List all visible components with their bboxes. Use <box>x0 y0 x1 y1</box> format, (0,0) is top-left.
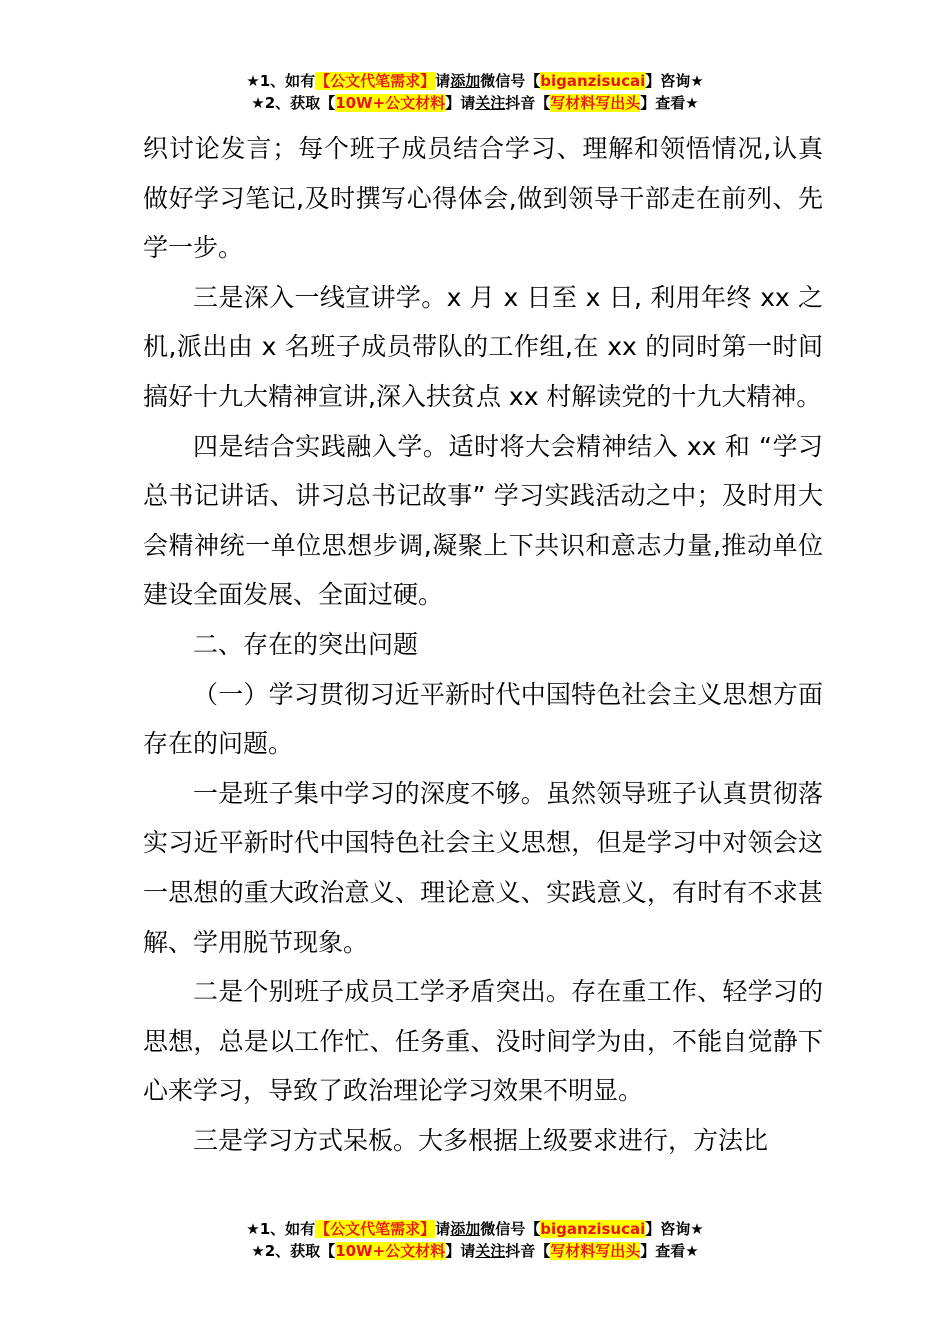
banner-line-2 <box>0 1240 950 1262</box>
banner-underlined-text: 添加 <box>450 1220 481 1238</box>
banner-text: 】咨询★ <box>645 1220 704 1238</box>
paragraph: 二是个别班子成员工学矛盾突出。存在重工作、轻学习的思想，总是以工作忙、任务重、没时间学为由，不能自觉静下心来学习，导致了政治理论学习效果不明显。 <box>143 977 823 1106</box>
banner-highlight: 写材料写出头 <box>550 1242 641 1260</box>
banner-line-1 <box>0 1218 950 1240</box>
banner-text: ★2、获取【 <box>251 1242 336 1260</box>
footer-banner <box>0 1218 950 1262</box>
banner-text: 请 <box>435 72 451 90</box>
banner-highlight: 写材料写出头 <box>550 94 641 112</box>
banner-highlight: 【公文代笔需求】 <box>315 1220 436 1238</box>
banner-wechat-id: biganzisucai <box>540 1220 646 1238</box>
banner-text: 】请 <box>445 1242 476 1260</box>
paragraph: 三是学习方式呆板。大多根据上级要求进行，方法比 <box>193 1125 769 1155</box>
paragraph: 织讨论发言；每个班子成员结合学习、理解和领悟情况,认真做好学习笔记,及时撰写心得体会,做到领导干部走在前列、先学一步。 <box>143 134 823 263</box>
banner-text: ★1、如有 <box>246 72 316 90</box>
banner-text: 抖音【 <box>505 1242 551 1260</box>
document-body <box>143 124 823 1165</box>
paragraph: 四是结合实践融入学。适时将大会精神结入 xx 和 “学习总书记讲话、讲习总书记故事” 学习实践活动之中；及时用大会精神统一单位思想步调,凝聚上下共识和意志力量,推动单位建设全面发展、全面过硬。 <box>143 431 823 610</box>
banner-highlight: 【公文代笔需求】 <box>315 72 436 90</box>
banner-underlined-text: 添加 <box>450 72 481 90</box>
banner-text: ★2、获取【 <box>251 94 336 112</box>
subsection-heading: （一）学习贯彻习近平新时代中国特色社会主义思想方面存在的问题。 <box>143 679 823 759</box>
banner-highlight: 10W+公文材料 <box>335 1242 446 1260</box>
banner-text: 】咨询★ <box>645 72 704 90</box>
paragraph: 一是班子集中学习的深度不够。虽然领导班子认真贯彻落实习近平新时代中国特色社会主义思想，但是学习中对领会这一思想的重大政治意义、理论意义、实践意义，有时有不求甚解、学用脱节现象。 <box>143 778 823 957</box>
banner-highlight: 10W+公文材料 <box>335 94 446 112</box>
banner-underlined-text: 关注 <box>475 94 506 112</box>
banner-text: 】请 <box>445 94 476 112</box>
banner-underlined-text: 关注 <box>475 1242 506 1260</box>
banner-line-1 <box>0 70 950 92</box>
paragraph: 三是深入一线宣讲学。x 月 x 日至 x 日, 利用年终 xx 之机,派出由 x 名班子成员带队的工作组,在 xx 的同时第一时间搞好十九大精神宣讲,深入扶贫点 xx 村解读党的十九大精神。 <box>143 282 823 411</box>
banner-text: 】查看★ <box>640 94 699 112</box>
banner-text: ★1、如有 <box>246 1220 316 1238</box>
banner-text: 微信号【 <box>480 72 541 90</box>
banner-text: 微信号【 <box>480 1220 541 1238</box>
banner-text: 抖音【 <box>505 94 551 112</box>
banner-text: 】查看★ <box>640 1242 699 1260</box>
banner-text: 请 <box>435 1220 451 1238</box>
section-heading: 二、存在的突出问题 <box>193 629 419 659</box>
banner-line-2 <box>0 92 950 114</box>
banner-wechat-id: biganzisucai <box>540 72 646 90</box>
header-banner <box>0 70 950 114</box>
